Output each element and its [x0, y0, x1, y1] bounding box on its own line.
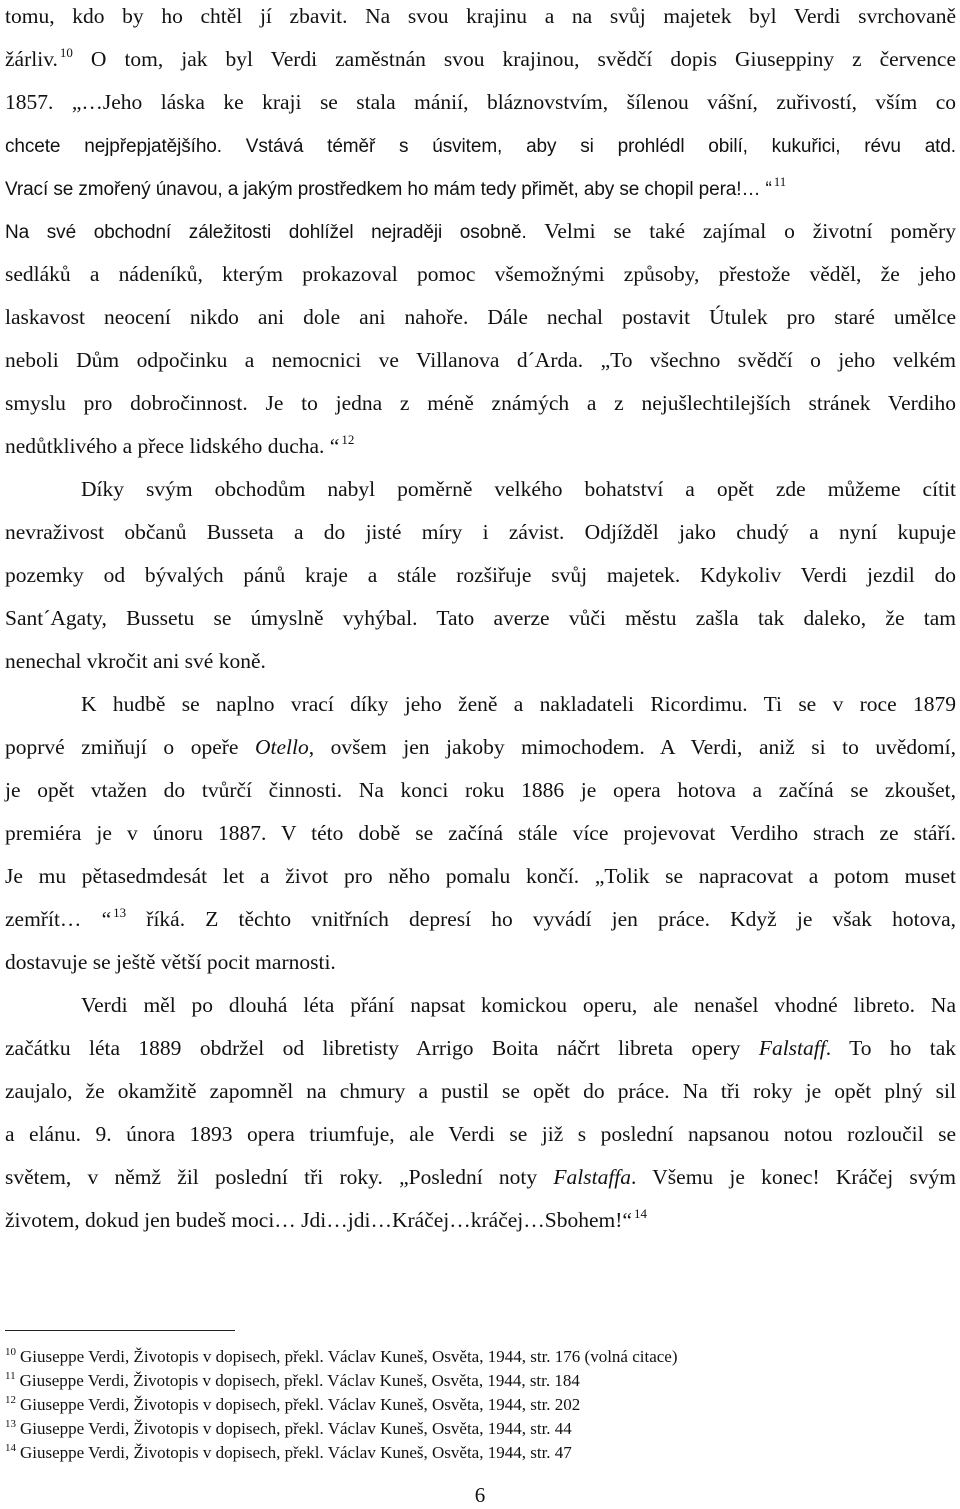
body-line: Sant´Agaty, Bussetu se úmyslně vyhýbal. Tato averze vůči městu zašla tak daleko, že tam [5, 606, 956, 630]
body-line: je opět vtažen do tvůrčí činnosti. Na konci roku 1886 je opera hotova a začíná se zkoušet, [5, 778, 956, 802]
body-line: nenechal vkročit ani své koně. [5, 649, 266, 673]
body-line: životem, dokud jen budeš moci… Jdi…jdi…Kráčej…kráčej…Sbohem!“ $^{14}$ [5, 1206, 647, 1232]
body-line: chcete nejpřepjatějšího. Vstává téměř s úsvitem, aby si prohlédl obilí, kukuřici, révu atd. [5, 136, 956, 157]
body-line: poprvé zmiňují o opeře Otello, ovšem jen jakoby mimochodem. A Verdi, aniž si to uvědomí, [5, 735, 956, 759]
body-line: Verdi měl po dlouhá léta přání napsat komickou operu, ale nenašel vhodné libreto. Na [81, 993, 956, 1017]
body-line: premiéra je v únoru 1887. V této době se začíná stále více projevovat Verdiho strach ze stáří. [5, 821, 956, 845]
footnote: $^{14}$ Giuseppe Verdi, Životopis v dopisech, překl. Václav Kuneš, Osvěta, 1944, str. 47 [5, 1442, 572, 1462]
footnote-separator [5, 1330, 235, 1331]
body-line: začátku léta 1889 obdržel od libretisty Arrigo Boita náčrt libreta opery Falstaff. To ho tak [5, 1036, 956, 1060]
footnote-ref: 14 [633, 1206, 647, 1221]
body-line: Vrací se zmořený únavou, a jakým prostředkem ho mám tedy přimět, aby se chopil pera!… “ $^{11}$ [5, 174, 787, 200]
footnote-ref: 10 [59, 45, 73, 60]
footnote: $^{13}$ Giuseppe Verdi, Životopis v dopisech, překl. Václav Kuneš, Osvěta, 1944, str. 44 [5, 1418, 572, 1438]
body-line: světem, v němž žil poslední tři roky. „Poslední noty Falstaffa. Všemu je konec! Kráčej svým [5, 1165, 956, 1189]
body-line: a elánu. 9. února 1893 opera triumfuje, ale Verdi se již s poslední napsanou notou rozloučil se [5, 1122, 956, 1146]
footnote: $^{10}$ Giuseppe Verdi, Životopis v dopisech, překl. Václav Kuneš, Osvěta, 1944, str. 176 (volná citace) [5, 1346, 678, 1366]
footnote: $^{11}$ Giuseppe Verdi, Životopis v dopisech, překl. Václav Kuneš, Osvěta, 1944, str. 184 [5, 1370, 580, 1390]
body-line: zemřít… “ $^{13}$ říká. Z těchto vnitřních depresí ho vyvádí jen práce. Když je však hotova, [5, 905, 956, 931]
opera-title: Otello [254, 735, 309, 759]
body-line: laskavost neocení nikdo ani dole ani nahoře. Dále nechal postavit Útulek pro staré umělce [5, 305, 956, 329]
body-line: pozemky od bývalých pánů kraje a stále rozšiřuje svůj majetek. Kdykoliv Verdi jezdil do [5, 563, 956, 587]
body-line: sedláků a nádeníků, kterým prokazoval pomoc všemožnými způsoby, přestože věděl, že jeho [5, 262, 956, 286]
body-line: žárliv. $^{10}$ O tom, jak byl Verdi zaměstnán svou krajinou, svědčí dopis Giuseppiny z července [5, 45, 957, 71]
body-line: smyslu pro dobročinnost. Je to jedna z méně známých a z nejušlechtilejších stránek Verdiho [5, 391, 956, 415]
footnote-ref: 13 [113, 905, 127, 920]
body-line: Je mu pětasedmdesát let a život pro něho pomalu končí. „Tolik se napracovat a potom muset [5, 864, 956, 888]
page-number: 6 [474, 1483, 486, 1507]
body-line: dostavuje se ještě větší pocit marnosti. [5, 950, 336, 974]
footnote-ref: 12 [341, 432, 355, 447]
body-line: nedůtklivého a přece lidského ducha. “ $^{12}$ [5, 432, 355, 458]
body-line: K hudbě se naplno vrací díky jeho ženě a nakladateli Ricordimu. Ti se v roce 1879 [81, 692, 956, 716]
body-line: 1857. „…Jeho láska ke kraji se stala mánií, bláznovstvím, šílenou vášní, zuřivostí, vším co [5, 90, 956, 114]
opera-title: Falstaffa [553, 1165, 632, 1189]
body-line: zaujalo, že okamžitě zapomněl na chmury a pustil se opět do práce. Na tři roky je opět plný sil [5, 1079, 956, 1103]
body-line: Díky svým obchodům nabyl poměrně velkého bohatství a opět zde můžeme cítit [81, 477, 956, 501]
body-line: tomu, kdo by ho chtěl jí zbavit. Na svou krajinu a na svůj majetek byl Verdi svrchovaně [5, 4, 956, 28]
footnote: $^{12}$ Giuseppe Verdi, Životopis v dopisech, překl. Václav Kuneš, Osvěta, 1944, str. 202 [5, 1394, 581, 1414]
body-line: neboli Dům odpočinku a nemocnici ve Villanova d´Arda. „To všechno svědčí o jeho velkém [5, 348, 956, 372]
body-line: Na své obchodní záležitosti dohlížel nejraději osobně. Velmi se také zajímal o životní poměry [5, 219, 956, 243]
opera-title: Falstaff [758, 1036, 826, 1060]
body-line: nevraživost občanů Busseta a do jisté míry i závist. Odjížděl jako chudý a nyní kupuje [5, 520, 956, 544]
footnote-ref: 11 [773, 174, 787, 189]
